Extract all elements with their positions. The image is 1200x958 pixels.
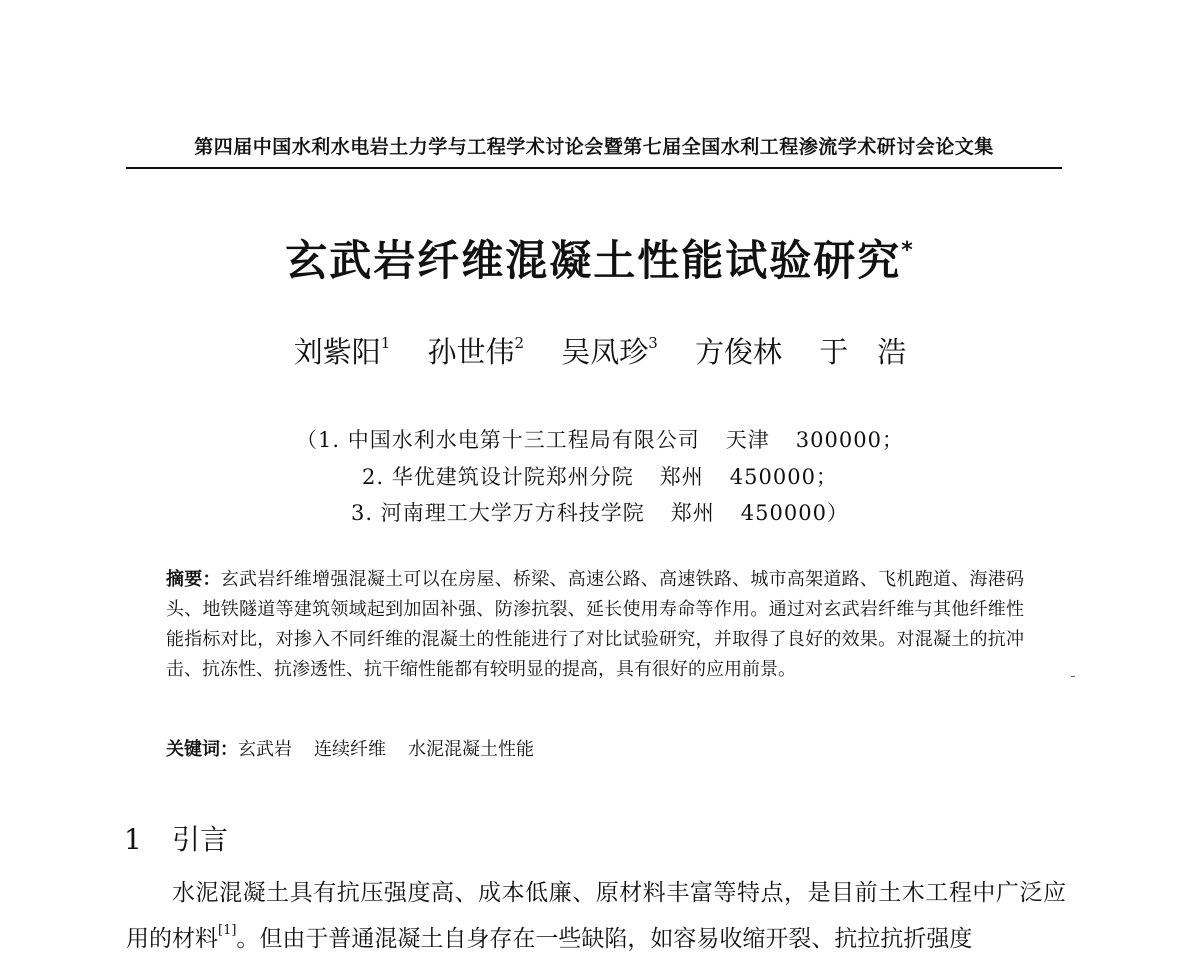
author	[561, 330, 658, 371]
affiliation-city: 郑州	[659, 465, 704, 489]
author-name: 刘紫阳	[293, 335, 381, 369]
section-title: 引言	[172, 823, 229, 856]
author-affiliation-mark: 3	[648, 334, 658, 352]
paper-title-text: 玄武岩纤维混凝土性能试验研究	[285, 236, 902, 285]
body-text-part: 水泥混凝土具有抗压强度高、成本低廉、原材料丰富等特点，是目前土木工程中广泛应用的材料	[126, 880, 1066, 952]
affiliation-name: 3. 河南理工大学万方科技学院	[351, 501, 645, 525]
author	[294, 330, 391, 371]
affiliation-postcode: 450000）	[740, 501, 849, 525]
running-header: 第四届中国水利水电岩土力学与工程学术讨论会暨第七届全国水利工程渗流学术研讨会论文集	[194, 136, 994, 158]
keywords-label: 关键词：	[166, 739, 238, 760]
affiliation-city: 郑州	[670, 501, 715, 525]
citation-mark: [1]	[218, 923, 237, 938]
affiliation-postcode: 450000；	[729, 465, 838, 489]
affiliation-line	[0, 461, 1200, 491]
body-paragraph	[126, 874, 1066, 958]
author-name: 吴凤珍	[561, 335, 649, 369]
author-name: 于 浩	[819, 335, 907, 369]
author-name: 方俊林	[695, 335, 783, 369]
scan-speck	[1071, 676, 1075, 677]
body-text-part: 。但由于普通混凝土自身存在一些缺陷，如容易收缩开裂、抗拉抗折强度	[236, 926, 973, 952]
author-affiliation-mark: 2	[514, 334, 525, 352]
keyword: 连续纤维	[314, 739, 386, 760]
paper-title	[0, 228, 1200, 288]
author	[427, 330, 524, 371]
affiliation-line	[0, 424, 1200, 454]
author-name: 孙世伟	[427, 335, 515, 369]
abstract-text: 玄武岩纤维增强混凝土可以在房屋、桥梁、高速公路、高速铁路、城市高架道路、飞机跑道、海港码头、地铁隧道等建筑领域起到加固补强、防渗抗裂、延长使用寿命等作用。通过对玄武岩纤维与其他纤维性能指标对比，对掺入不同纤维的混凝土的性能进行了对比试验研究，并取得了良好的效果。对混凝土的抗冲击、抗冻性、抗渗透性、抗干缩性能都有较明显的提高，具有很好的应用前景。	[166, 569, 1025, 680]
header-rule	[126, 167, 1062, 169]
affiliation-name: （1. 中国水利水电第十三工程局有限公司	[296, 428, 700, 452]
author	[819, 330, 906, 371]
author-list	[0, 330, 1200, 371]
affiliation-city: 天津	[725, 428, 770, 452]
keyword: 玄武岩	[238, 739, 292, 760]
author	[695, 330, 782, 371]
section-heading	[124, 818, 228, 858]
title-footnote-mark: *	[901, 238, 915, 263]
abstract	[166, 565, 1024, 685]
section-number: 1	[124, 823, 142, 856]
abstract-label: 摘要：	[166, 569, 221, 590]
affiliation-line	[0, 497, 1200, 527]
affiliation-name: 2. 华优建筑设计院郑州分院	[362, 465, 634, 489]
author-affiliation-mark: 1	[380, 334, 391, 352]
keyword: 水泥混凝土性能	[408, 739, 534, 760]
keywords	[166, 735, 1024, 765]
affiliation-postcode: 300000；	[795, 428, 904, 452]
